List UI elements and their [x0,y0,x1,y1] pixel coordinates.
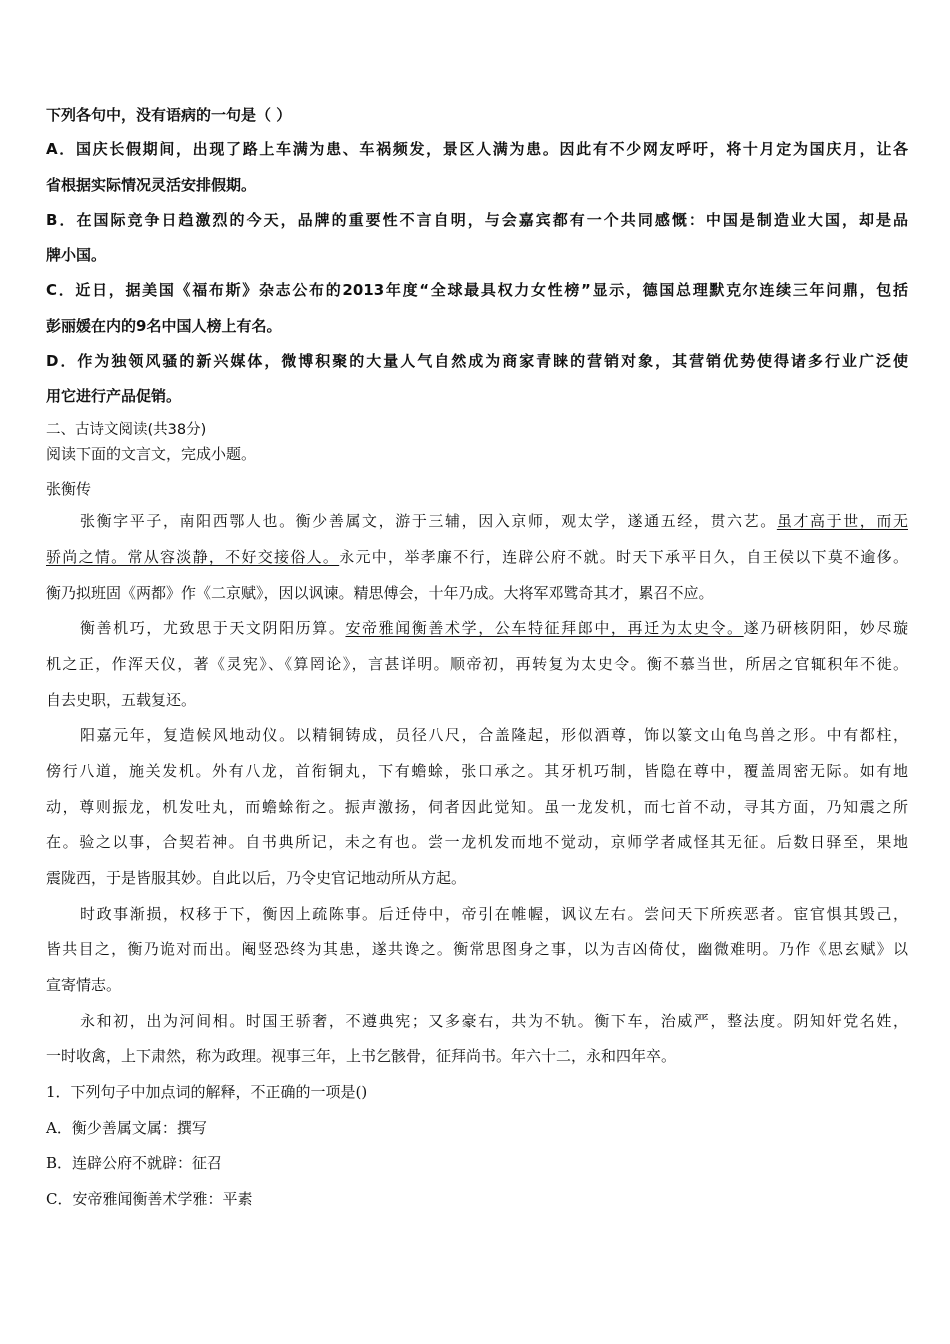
option-d-line2: 用它进行产品促销。 [46,387,182,405]
passage-p1-line3: 衡乃拟班固《两都》作《二京赋》，因以讽谏。精思傅会，十年乃成。大将军邓骘奇其才，累召不应。 [46,586,714,602]
option-c-line2: 彭丽媛在内的9名中国人榜上有名。 [46,317,282,335]
question-stem: 下列各句中，没有语病的一句是（ ） [46,106,292,124]
passage-p2-line3: 自去史职，五载复还。 [46,693,197,709]
underlined-sentence-1: 虽才高于世，而无 [776,514,908,530]
sub-question-stem: 1．下列句子中加点词的解释，不正确的一项是() [46,1083,368,1101]
option-b-line2: 牌小国。 [46,246,107,264]
passage-p5-line2: 一时收禽，上下肃然，称为政理。视事三年，上书乞骸骨，征拜尚书。年六十二，永和四年卒。 [46,1049,677,1065]
passage-p2-line2: 机之正，作浑天仪，著《灵宪》、《算罔论》，言甚详明。顺帝初，再转复为太史令。衡不慕当世，所居之官辄积年不徙。 [46,657,908,673]
passage-p3-line4: 在。验之以事，合契若神。自书典所记，未之有也。尝一龙机发而地不觉动，京师学者咸怪其无征。后数日驿至，果地 [46,835,908,851]
passage-p4-line3: 宣寄情志。 [46,978,122,994]
option-a-line2: 省根据实际情况灵活安排假期。 [46,176,257,194]
option-a-line1: A．国庆长假期间，出现了路上车满为患、车祸频发，景区人满为患。因此有不少网友呼吁，将十月定为国庆月，让各 [46,140,908,158]
underlined-sentence-1-cont: 骄尚之情。常从容淡静，不好交接俗人。 [46,550,340,566]
sub-option-b: B．连辟公府不就辟：征召 [46,1154,223,1172]
passage-p1-line2: 骄尚之情。常从容淡静，不好交接俗人。永元中，举孝廉不行，连辟公府不就。时天下承平日久，自王侯以下莫不逾侈。 [46,550,908,566]
sub-option-c: C．安帝雅闻衡善术学雅：平素 [46,1190,253,1208]
passage-p4-line2: 皆共目之，衡乃诡对而出。阉竖恐终为其患，遂共谗之。衡常思图身之事，以为吉凶倚仗，幽微难明。乃作《思玄赋》以 [46,942,908,958]
sub-option-a: A．衡少善属文属：撰写 [46,1119,207,1137]
passage-p2-line1: 衡善机巧，尤致思于天文阴阳历算。安帝雅闻衡善术学，公车特征拜郎中，再迁为太史令。遂乃研核阴阳，妙尽璇 [80,621,908,637]
section-instruction: 阅读下面的文言文，完成小题。 [46,447,257,463]
section-heading: 二、古诗文阅读(共38分) [46,422,207,438]
passage-p5-line1: 永和初，出为河间相。时国王骄奢，不遵典宪；又多豪右，共为不轨。衡下车，治威严，整法度。阴知奸党名姓， [80,1014,908,1030]
option-c-line1: C．近日，据美国《福布斯》杂志公布的2013年度“全球最具权力女性榜”显示，德国总理默克尔连续三年问鼎，包括 [46,281,908,299]
option-b-line1: B．在国际竞争日趋激烈的今天，品牌的重要性不言自明，与会嘉宾都有一个共同感慨：中国是制造业大国，却是品 [46,211,908,229]
passage-p1-line1: 张衡字平子，南阳西鄂人也。衡少善属文，游于三辅，因入京师，观太学，遂通五经，贯六艺。虽才高于世，而无 [80,514,908,530]
passage-p3-line1: 阳嘉元年，复造候风地动仪。以精铜铸成，员径八尺，合盖隆起，形似酒尊，饰以篆文山龟鸟兽之形。中有都柱， [80,728,908,744]
passage-p3-line5: 震陇西，于是皆服其妙。自此以后，乃令史官记地动所从方起。 [46,871,467,887]
underlined-sentence-2: 安帝雅闻衡善术学，公车特征拜郎中，再迁为太史令。 [345,621,744,637]
passage-p3-line2: 傍行八道，施关发机。外有八龙，首衔铜丸，下有蟾蜍，张口承之。其牙机巧制，皆隐在尊中，覆盖周密无际。如有地 [46,764,908,780]
passage-p3-line3: 动，尊则振龙，机发吐丸，而蟾蜍衔之。振声激扬，伺者因此觉知。虽一龙发机，而七首不动，寻其方面，乃知震之所 [46,800,908,816]
passage-title: 张衡传 [46,482,92,498]
option-d-line1: D．作为独领风骚的新兴媒体，微博积聚的大量人气自然成为商家青睐的营销对象，其营销优势使得诸多行业广泛使 [46,352,908,370]
passage-p4-line1: 时政事渐损，权移于下，衡因上疏陈事。后迁侍中，帝引在帷幄，讽议左右。尝问天下所疾恶者。宦官惧其毁己， [80,907,908,923]
